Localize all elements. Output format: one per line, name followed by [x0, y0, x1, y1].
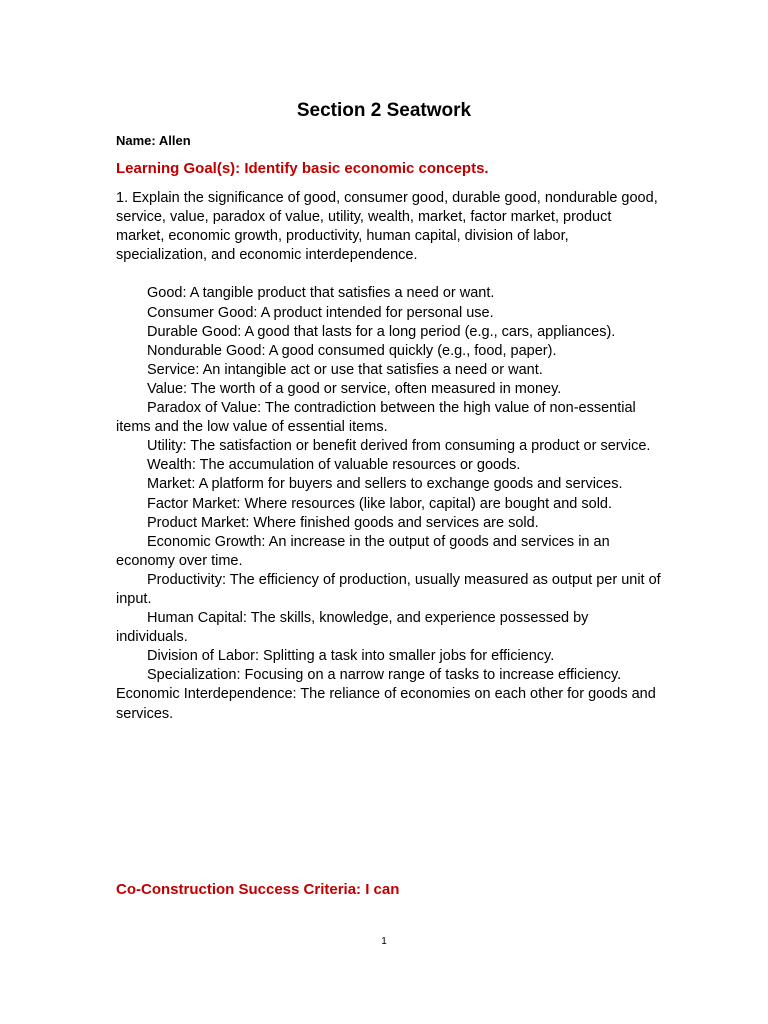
definition-nondurable-good: Nondurable Good: A good consumed quickly (e.g., food, paper). — [147, 342, 557, 359]
definition-consumer-good: Consumer Good: A product intended for personal use. — [147, 304, 494, 321]
success-criteria-heading: Co-Construction Success Criteria: I can — [116, 881, 400, 898]
definition-product-market: Product Market: Where finished goods and services are sold. — [147, 514, 539, 531]
definition-paradox-of-value: Paradox of Value: The contradiction between the high value of non-essential items and the low value of essential items. — [116, 400, 636, 436]
definition-human-capital: Human Capital: The skills, knowledge, and experience possessed by individuals. — [116, 610, 589, 646]
answer-body — [116, 189, 661, 724]
student-name: Name: Allen — [116, 133, 191, 148]
definition-productivity: Productivity: The efficiency of production, usually measured as output per unit of input. — [116, 571, 661, 607]
definition-wealth: Wealth: The accumulation of valuable resources or goods. — [147, 457, 521, 474]
definition-value: Value: The worth of a good or service, often measured in money. — [147, 380, 562, 397]
definition-market: Market: A platform for buyers and sellers to exchange goods and services. — [147, 476, 623, 493]
definition-utility: Utility: The satisfaction or benefit derived from consuming a product or service. — [147, 438, 651, 455]
definition-economic-growth: Economic Growth: An increase in the output of goods and services in an economy over time. — [116, 533, 610, 569]
definition-factor-market: Factor Market: Where resources (like labor, capital) are bought and sold. — [147, 495, 613, 512]
question-text: 1. Explain the significance of good, consumer good, durable good, nondurable good, service, value, paradox of value, utility, wealth, market, factor market, product market, economic growth, productivity, human capital, division of labor, specialization, and economic interdependence. — [116, 190, 658, 264]
definition-service: Service: An intangible act or use that satisfies a need or want. — [147, 361, 543, 378]
definition-good: Good: A tangible product that satisfies a need or want. — [147, 285, 495, 302]
definition-durable-good: Durable Good: A good that lasts for a long period (e.g., cars, appliances). — [147, 323, 616, 340]
definition-division-of-labor: Division of Labor: Splitting a task into smaller jobs for efficiency. — [147, 648, 555, 665]
page-number: 1 — [381, 936, 387, 947]
learning-goal-heading: Learning Goal(s): Identify basic economic concepts. — [116, 160, 489, 177]
page-title: Section 2 Seatwork — [296, 100, 472, 121]
definition-economic-interdependence: Economic Interdependence: The reliance of economies on each other for goods and services. — [116, 686, 656, 722]
definition-specialization: Specialization: Focusing on a narrow range of tasks to increase efficiency. — [147, 667, 622, 684]
